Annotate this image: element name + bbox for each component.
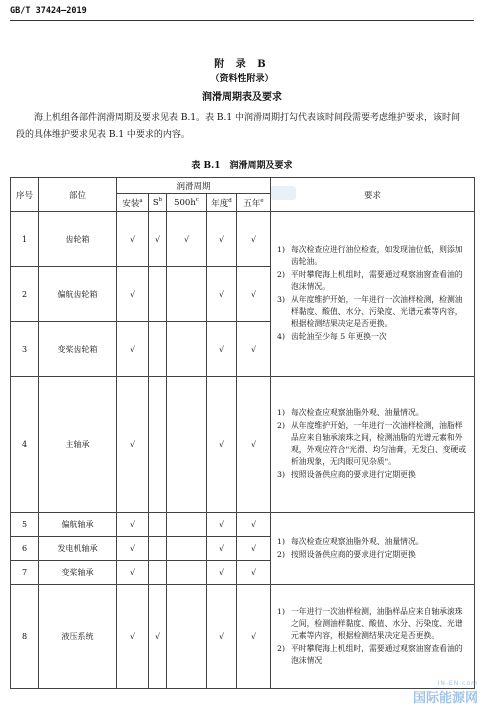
check-mark: √ [149,212,167,267]
requirement-number: 2) [277,643,286,653]
table-row [11,377,475,513]
requirement-number: 1) [277,408,286,417]
header-five-year: 五年$^e$ [237,194,271,212]
requirement-text: 平时攀爬海上机组时，需要通过观察油窗查看油的泡沫情况 [291,643,463,665]
requirement-item [277,549,470,561]
seq-cell: 2 [11,267,39,322]
appendix-subtitle: （资料性附录） [210,74,274,84]
appendix-title: 附 录 B [214,59,270,70]
requirement-item [277,269,470,293]
check-mark: √ [117,537,149,561]
seq-cell: 3 [11,322,39,377]
requirement-item [277,536,470,548]
part-cell: 变桨轴承 [39,561,117,585]
watermark-en: IN-EN.com [437,680,478,687]
check-mark: √ [117,212,149,267]
check-mark: √ [237,212,271,267]
requirement-number: 4) [277,332,286,341]
lubrication-table [10,177,475,689]
check-cell [149,377,167,513]
requirement-number: 3) [277,295,286,304]
header-seq: 序号 [11,178,39,212]
check-cell [167,267,207,322]
check-mark: √ [207,267,237,322]
check-mark: √ [167,212,207,267]
requirement-text: 从年度维护开始，一年进行一次油样检测，油脂样品应来自轴承滚珠之间，检测油脂的光谱元素和外观，外观应符合"光滑、均匀油膏，无发白、变硬或析油现象，无肉眼可见杂质"。 [291,421,467,466]
requirement-text: 按照设备供应商的要求进行定期更换 [291,470,416,479]
requirement-text: 齿轮油至少每 5 年更换一次 [291,332,387,341]
check-mark: √ [207,561,237,585]
requirement-main-bearing [271,377,475,513]
requirement-text: 按照设备供应商的要求进行定期更换 [291,549,416,559]
check-mark: √ [237,561,271,585]
check-mark: √ [237,513,271,537]
watermark-cn: 国际能源网 [412,691,478,706]
check-mark: √ [237,322,271,377]
table-title: 表 B.1 润滑周期及要求 [191,161,293,171]
part-cell: 液压系统 [39,585,117,689]
seq-cell: 1 [11,212,39,267]
check-cell [167,513,207,537]
header-annual: 年度$^d$ [207,194,237,212]
header-500h: $500h^c$ [167,194,207,212]
requirement-text: 每次检查应进行油位检查，如发现油位低，则添加齿轮油。 [291,245,463,266]
requirement-item [277,331,470,343]
requirement-gearbox [271,212,475,377]
appendix-name: 润滑周期表及要求 [202,92,282,103]
requirement-text: 每次检查应观察油脂外观、油量情况。 [291,408,424,417]
seq-cell: 6 [11,537,39,561]
check-mark: √ [207,585,237,689]
intro-paragraph: 海上机组各部件润滑周期及要求见表 B.1。表 B.1 中润滑周期打勾代表该时间段需要考虑维护要求，该时间段的具体维护要求见表 B.1 中要求的内容。 [16,113,460,140]
header-period: 润滑周期 [117,178,271,194]
requirement-list [277,244,470,343]
check-cell [149,267,167,322]
check-mark: √ [207,513,237,537]
requirement-number: 2) [277,421,286,430]
check-mark: √ [207,377,237,513]
header-part: 部位 [39,178,117,212]
check-mark: √ [207,212,237,267]
requirement-item [277,244,470,268]
header-requirement: 要求 [271,178,475,212]
check-mark: √ [207,322,237,377]
check-mark: √ [237,537,271,561]
requirement-number: 1) [277,245,286,254]
requirement-item [277,407,470,419]
check-mark: √ [237,585,271,689]
part-cell: 齿轮箱 [39,212,117,267]
requirement-text: 一年进行一次油样检测，油脂样品应来自轴承滚珠之间，检测油样黏度、酸值、水分、污染度、光谱元素等内容，根据检测结果决定是否更换。 [291,606,463,640]
header-install: 安装$^a$ [117,194,149,212]
requirement-list [277,606,470,667]
check-cell [167,561,207,585]
table-row [11,513,475,537]
check-cell [167,585,207,689]
part-cell: 发电机轴承 [39,537,117,561]
requirement-text: 每次检查应观察油脂外观、油量情况。 [291,536,424,546]
seq-cell: 4 [11,377,39,513]
requirement-hydraulic [271,585,475,689]
requirement-item [277,420,470,468]
seq-cell: 5 [11,513,39,537]
watermark [413,680,478,706]
check-cell [167,537,207,561]
check-mark: √ [117,377,149,513]
check-mark: √ [149,585,167,689]
requirement-item [277,643,470,667]
requirement-number: 3) [277,470,286,479]
requirement-number: 1) [277,536,286,546]
part-cell: 偏航齿轮箱 [39,267,117,322]
check-cell [149,322,167,377]
check-mark: √ [117,322,149,377]
check-cell [149,561,167,585]
requirement-list [277,536,470,561]
header-divider [10,20,474,21]
check-cell [149,537,167,561]
table-row [11,212,475,267]
check-mark: √ [207,537,237,561]
check-mark: √ [237,267,271,322]
check-mark: √ [117,267,149,322]
requirement-bearings [271,513,475,585]
check-mark: √ [237,377,271,513]
seq-cell: 8 [11,585,39,689]
requirement-item [277,469,470,481]
requirement-number: 2) [277,270,286,279]
part-cell: 变桨齿轮箱 [39,322,117,377]
check-mark: √ [117,561,149,585]
requirement-item [277,294,470,330]
check-cell [149,513,167,537]
header-s: $S^b$ [149,194,167,212]
requirement-number: 2) [277,549,286,559]
part-cell: 主轴承 [39,377,117,513]
requirement-text: 从年度维护开始，一年进行一次油样检测，检测油样黏度、酸值、水分、污染度、光谱元素等内容，根据检测结果决定是否更换。 [291,295,463,328]
requirement-item [277,606,470,642]
requirement-text: 平时攀爬海上机组时，需要通过观察油窗查看油的泡沫情况。 [291,270,463,291]
part-cell: 偏航轴承 [39,513,117,537]
requirement-number: 1) [277,606,286,616]
seq-cell: 7 [11,561,39,585]
check-mark: √ [117,513,149,537]
table-row [11,585,475,689]
check-cell [167,322,207,377]
check-cell [167,377,207,513]
check-mark: √ [117,585,149,689]
requirement-list [277,407,470,481]
standard-code: GB/T 37424—2019 [10,6,87,16]
